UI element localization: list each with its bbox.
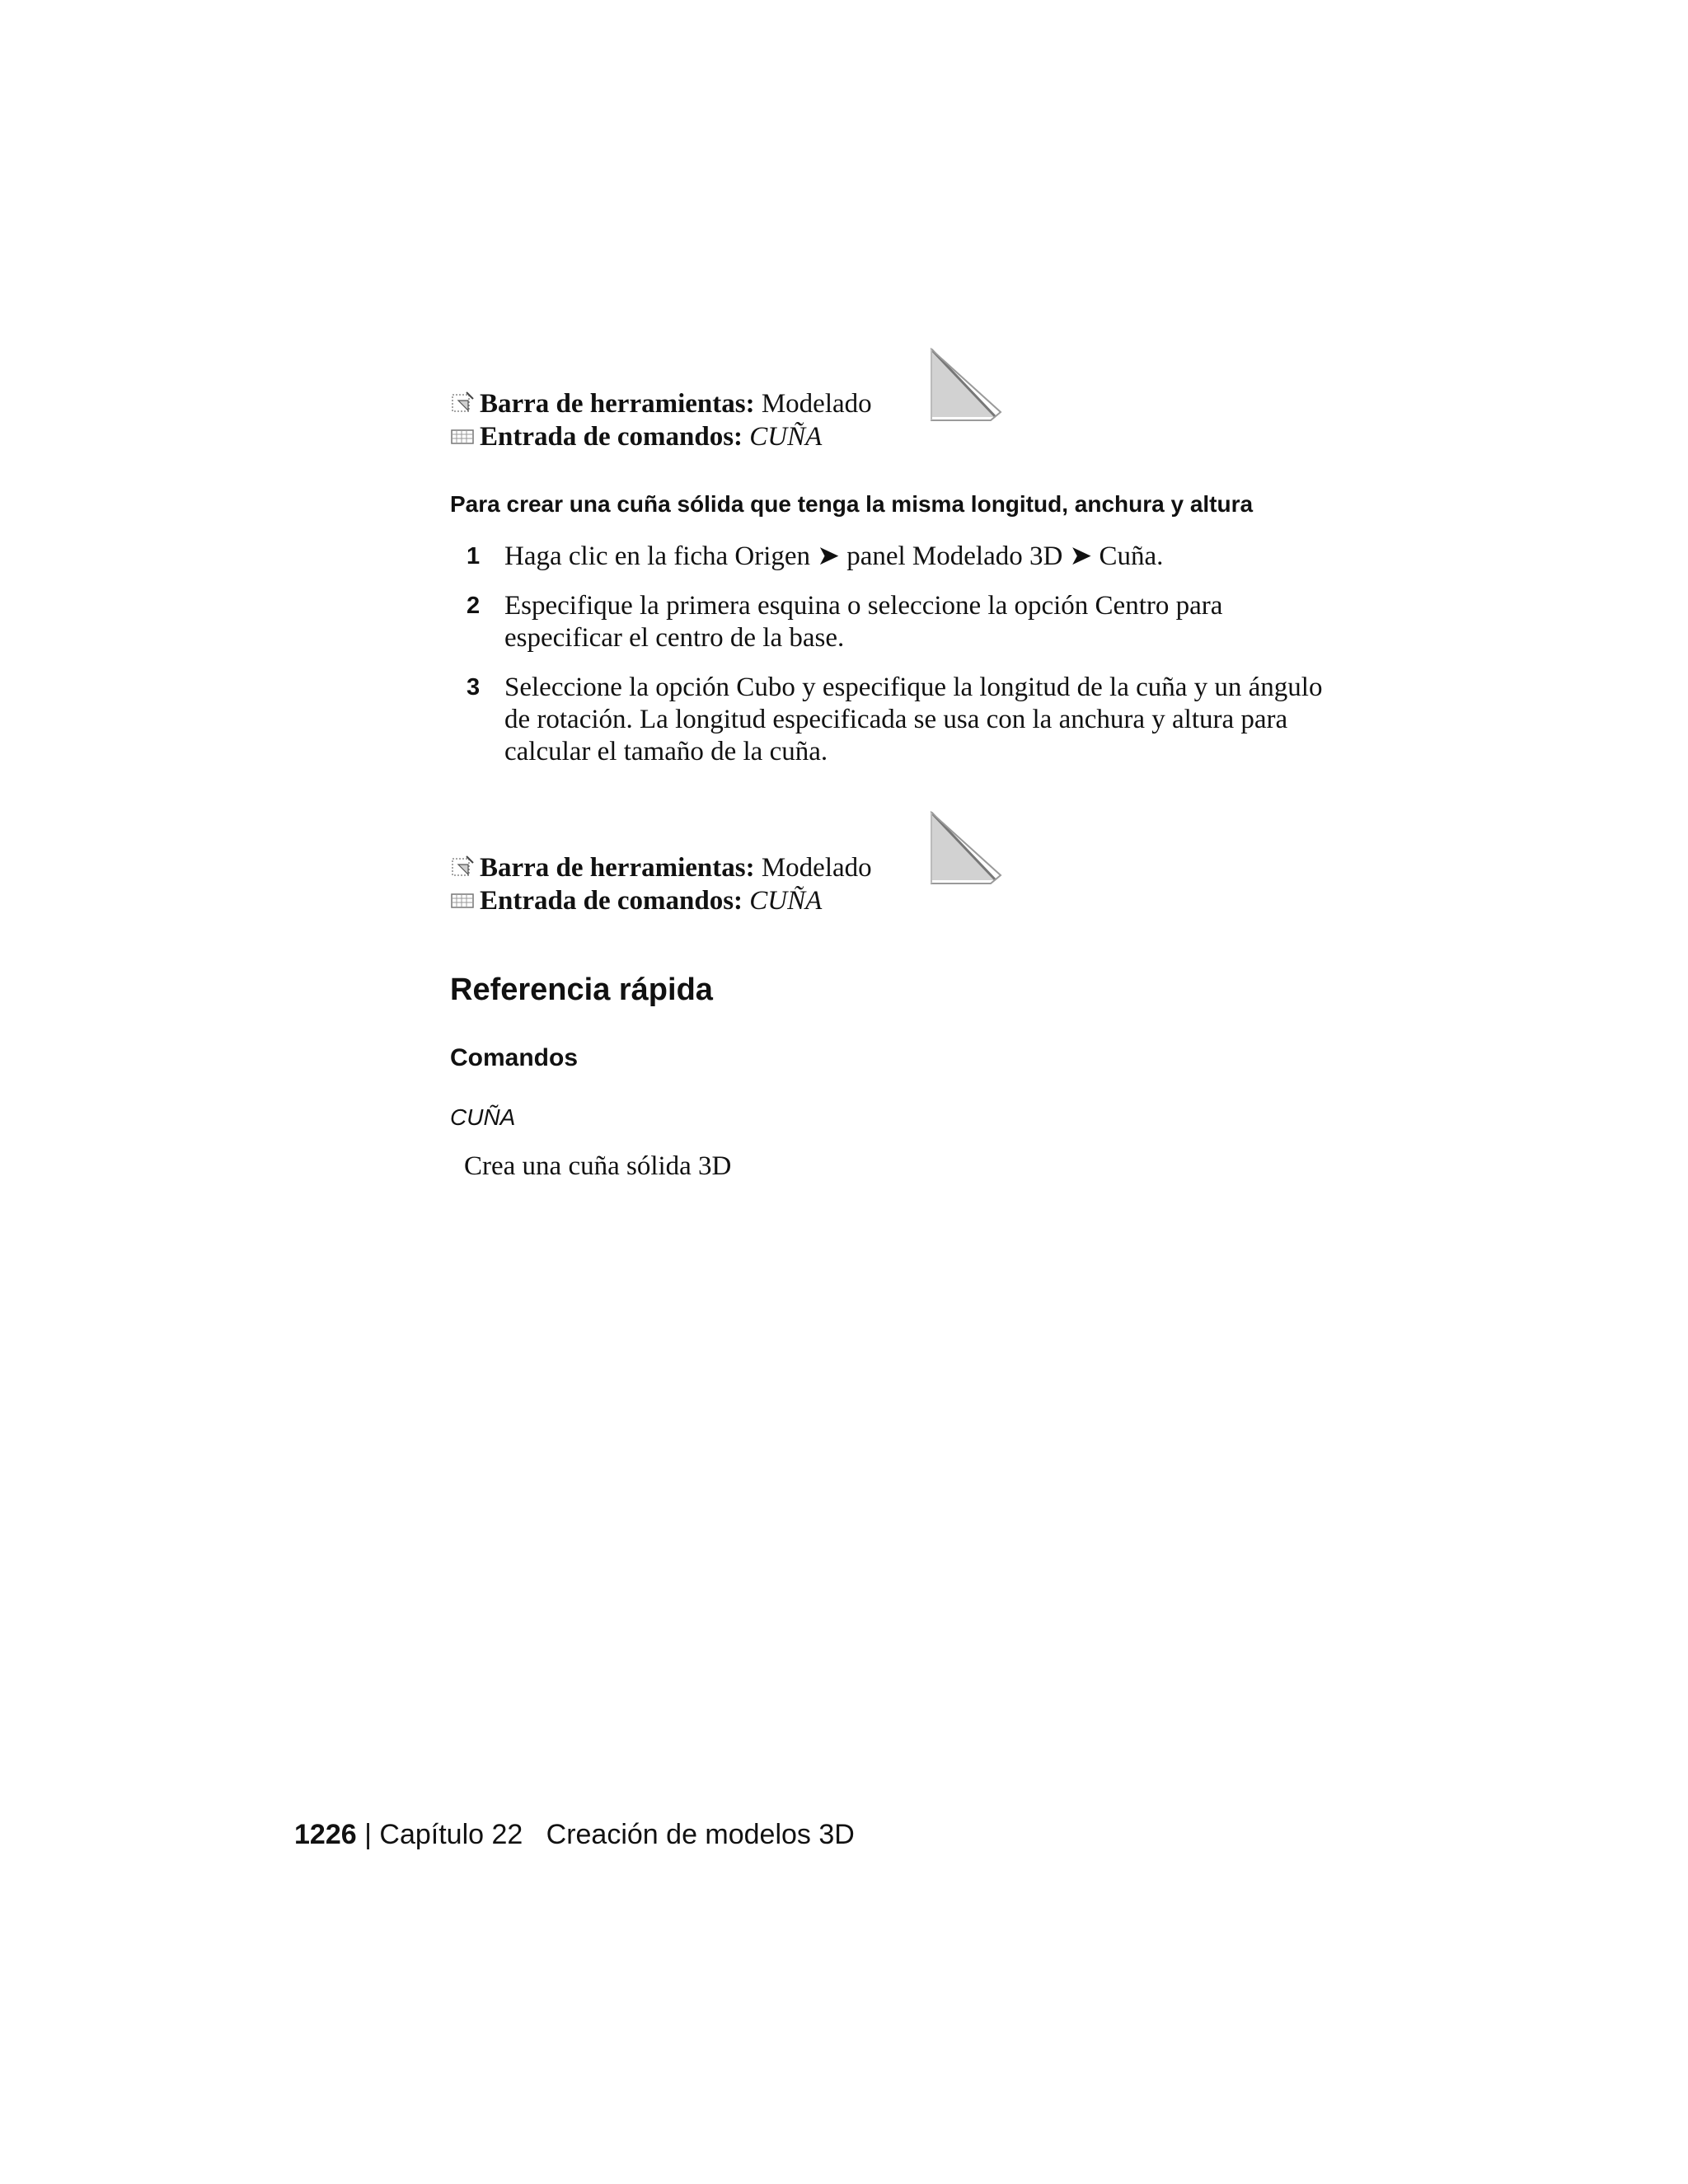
command-line: [450, 884, 872, 917]
procedure-title: Para crear una cuña sólida que tenga la misma longitud, anchura y altura: [450, 491, 1254, 517]
wedge-toolbar-icon: [925, 344, 1004, 424]
step-text: Seleccione la opción Cubo y especifique la longitud de la cuña y un ángulo de rotación. La longitud especificada se usa con la anchura y altura para calcular el tamaño de la cuña.: [504, 673, 1323, 766]
step-item: [450, 541, 1340, 573]
step-number: 3: [467, 674, 481, 701]
toolbar-icon: [450, 391, 475, 415]
toolbar-label: Barra de herramientas:: [480, 853, 755, 883]
keyboard-icon: [450, 888, 475, 912]
quick-reference-heading: Referencia rápida: [450, 972, 713, 1007]
chapter-title: Creación de modelos 3D: [546, 1819, 855, 1850]
command-description: Crea una cuña sólida 3D: [464, 1151, 732, 1181]
toolbar-line: [450, 851, 872, 884]
footer-separator: |: [364, 1819, 372, 1850]
wedge-toolbar-icon: [925, 808, 1004, 887]
step-text: Haga clic en la ficha Origen ➤ panel Modelado 3D ➤ Cuña.: [504, 541, 1164, 571]
toolbar-line: [450, 387, 872, 420]
step-item: [450, 590, 1340, 654]
step-text: Especifique la primera esquina o seleccione la opción Centro para especificar el centro de la base.: [504, 591, 1223, 653]
command-line: [450, 420, 872, 453]
step-number: 1: [467, 543, 481, 569]
keyboard-icon: [450, 424, 475, 448]
chapter-label: Capítulo 22: [379, 1819, 523, 1850]
toolbar-value: Modelado: [761, 389, 872, 419]
command-label: Entrada de comandos:: [480, 422, 743, 452]
toolbar-value: Modelado: [761, 853, 872, 883]
toolbar-label: Barra de herramientas:: [480, 389, 755, 419]
page-number: 1226: [294, 1819, 357, 1850]
procedure-steps: [450, 541, 1340, 785]
step-number: 2: [467, 593, 481, 619]
command-label: Entrada de comandos:: [480, 886, 743, 916]
command-value: CUÑA: [749, 886, 823, 916]
step-item: [450, 672, 1340, 768]
access-block-2: [450, 851, 872, 917]
access-block-1: [450, 387, 872, 453]
command-name: CUÑA: [450, 1104, 516, 1130]
toolbar-icon: [450, 855, 475, 879]
commands-heading: Comandos: [450, 1044, 579, 1071]
command-value: CUÑA: [749, 422, 823, 452]
page-footer: [294, 1817, 855, 1852]
